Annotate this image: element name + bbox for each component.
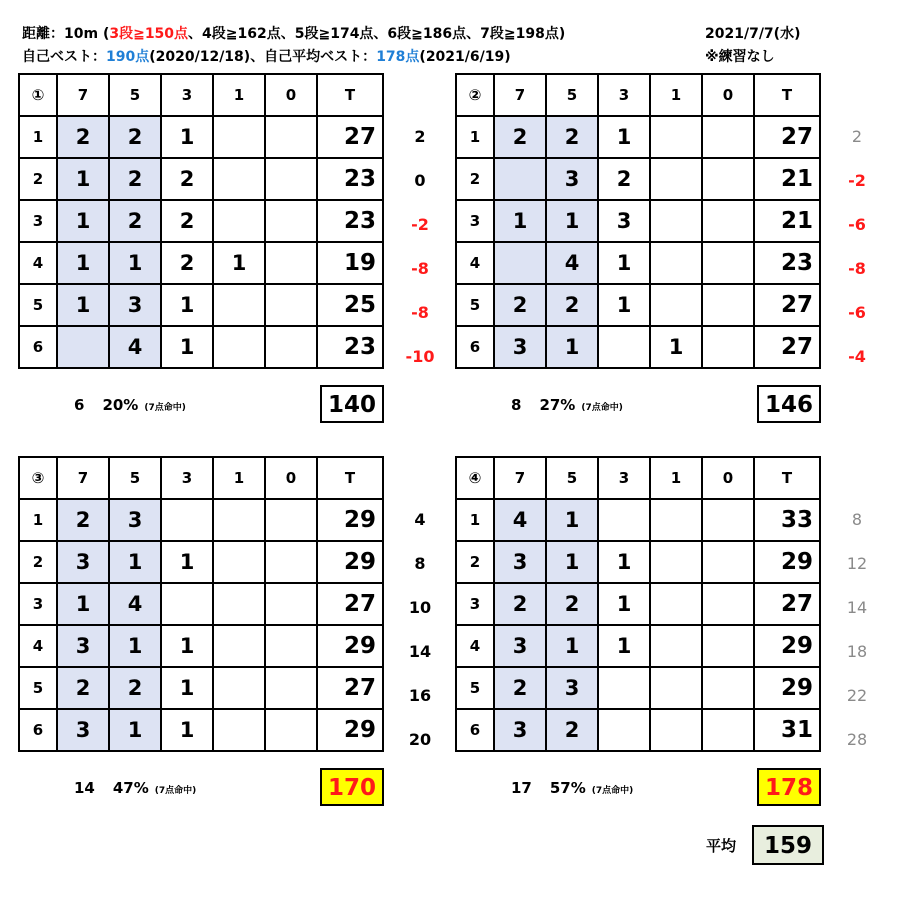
running-diff: -6 <box>848 215 866 234</box>
score-count-cell <box>213 499 265 541</box>
score-count-cell: 4 <box>494 499 546 541</box>
end-row <box>456 116 820 158</box>
score-count-cell <box>265 116 317 158</box>
running-diff: 8 <box>414 554 426 573</box>
score-count-cell: 4 <box>546 242 598 284</box>
end-number: 4 <box>19 242 57 284</box>
end-number: 5 <box>456 667 494 709</box>
end-total-cell: 29 <box>317 541 383 583</box>
round-total: 146 <box>757 385 821 423</box>
round-summary <box>511 396 623 414</box>
scorecard-round-1 <box>18 73 384 369</box>
score-count-cell <box>650 242 702 284</box>
hit-note: (7点命中) <box>144 403 186 413</box>
round-summary <box>74 779 196 797</box>
score-count-cell <box>265 200 317 242</box>
score-count-cell <box>265 284 317 326</box>
column-header: 0 <box>265 457 317 499</box>
score-count-cell <box>213 158 265 200</box>
end-number: 2 <box>456 158 494 200</box>
end-total-cell: 31 <box>754 709 820 751</box>
column-header: 7 <box>494 457 546 499</box>
score-count-cell <box>161 499 213 541</box>
score-count-cell: 1 <box>598 116 650 158</box>
score-count-cell: 1 <box>161 326 213 368</box>
round-number: ② <box>456 74 494 116</box>
score-count-cell <box>213 284 265 326</box>
end-total-cell: 27 <box>317 116 383 158</box>
score-count-cell: 1 <box>57 583 109 625</box>
column-header: 5 <box>546 74 598 116</box>
end-row <box>456 625 820 667</box>
end-row <box>19 625 383 667</box>
score-count-cell <box>702 200 754 242</box>
score-count-cell <box>213 709 265 751</box>
score-count-cell <box>702 541 754 583</box>
hit-percentage: 20% <box>102 396 139 414</box>
end-row <box>456 667 820 709</box>
running-diff: 0 <box>414 171 426 190</box>
score-count-cell <box>702 625 754 667</box>
running-diff: -8 <box>411 259 429 278</box>
end-number: 6 <box>456 326 494 368</box>
end-total-cell: 27 <box>317 583 383 625</box>
end-total-cell: 21 <box>754 158 820 200</box>
end-total-cell: 29 <box>754 541 820 583</box>
end-number: 4 <box>456 625 494 667</box>
score-count-cell: 2 <box>109 200 161 242</box>
column-header: 3 <box>161 74 213 116</box>
score-count-cell: 3 <box>57 541 109 583</box>
score-count-cell: 3 <box>494 625 546 667</box>
round-number: ③ <box>19 457 57 499</box>
score-count-cell: 2 <box>546 284 598 326</box>
score-count-cell: 1 <box>161 284 213 326</box>
score-count-cell: 1 <box>57 200 109 242</box>
score-count-cell: 1 <box>598 541 650 583</box>
score-count-cell <box>598 326 650 368</box>
scorecard-round-2 <box>455 73 821 369</box>
score-count-cell <box>213 583 265 625</box>
end-number: 1 <box>19 499 57 541</box>
score-count-cell <box>702 326 754 368</box>
end-total-cell: 23 <box>317 200 383 242</box>
score-count-cell: 3 <box>109 284 161 326</box>
score-count-cell <box>650 499 702 541</box>
score-count-cell <box>702 709 754 751</box>
end-total-cell: 29 <box>317 499 383 541</box>
end-total-cell: 27 <box>317 667 383 709</box>
score-count-cell: 1 <box>161 709 213 751</box>
hit-count: 14 <box>74 779 95 797</box>
end-row <box>456 709 820 751</box>
column-header: 3 <box>161 457 213 499</box>
score-count-cell: 1 <box>161 667 213 709</box>
score-count-cell: 2 <box>598 158 650 200</box>
score-count-cell: 2 <box>109 667 161 709</box>
end-number: 3 <box>19 583 57 625</box>
end-total-cell: 27 <box>754 583 820 625</box>
end-row <box>456 326 820 368</box>
running-diff: 10 <box>408 598 432 617</box>
running-diff: 14 <box>408 642 432 661</box>
end-row <box>456 541 820 583</box>
score-count-cell <box>702 667 754 709</box>
score-count-cell: 1 <box>598 242 650 284</box>
score-count-cell: 2 <box>109 158 161 200</box>
column-header: 1 <box>650 74 702 116</box>
hit-percentage: 27% <box>539 396 576 414</box>
hit-count: 6 <box>74 396 85 414</box>
end-number: 1 <box>456 116 494 158</box>
end-row <box>19 709 383 751</box>
end-row <box>19 326 383 368</box>
column-header: 0 <box>702 457 754 499</box>
column-header: 5 <box>109 457 161 499</box>
score-count-cell: 1 <box>494 200 546 242</box>
column-header: 7 <box>57 74 109 116</box>
running-diff: -2 <box>411 215 429 234</box>
round-number: ④ <box>456 457 494 499</box>
score-count-cell <box>213 625 265 667</box>
column-header: 1 <box>650 457 702 499</box>
running-diff: -8 <box>411 303 429 322</box>
score-count-cell <box>213 326 265 368</box>
end-number: 4 <box>456 242 494 284</box>
running-diff: -2 <box>848 171 866 190</box>
end-row <box>19 200 383 242</box>
average-label: 平均 <box>706 837 737 855</box>
score-count-cell <box>598 667 650 709</box>
score-count-cell: 4 <box>109 326 161 368</box>
round-total: 170 <box>320 768 384 806</box>
score-count-cell <box>702 242 754 284</box>
round-total: 178 <box>757 768 821 806</box>
score-count-cell <box>265 499 317 541</box>
running-diff: -4 <box>848 347 866 366</box>
column-header: 3 <box>598 74 650 116</box>
score-count-cell: 3 <box>494 709 546 751</box>
score-count-cell <box>265 709 317 751</box>
end-total-cell: 27 <box>754 116 820 158</box>
score-count-cell <box>213 667 265 709</box>
column-header: T <box>754 74 820 116</box>
score-count-cell <box>650 200 702 242</box>
score-count-cell: 2 <box>494 284 546 326</box>
score-count-cell <box>265 541 317 583</box>
running-diff: 16 <box>408 686 432 705</box>
note-label: ※練習なし <box>705 49 775 65</box>
score-count-cell: 1 <box>546 625 598 667</box>
score-count-cell <box>494 242 546 284</box>
end-row <box>19 158 383 200</box>
running-diff: -6 <box>848 303 866 322</box>
score-count-cell: 1 <box>109 625 161 667</box>
end-row <box>456 583 820 625</box>
end-number: 6 <box>456 709 494 751</box>
score-count-cell: 1 <box>598 284 650 326</box>
running-diff: 12 <box>846 554 868 573</box>
score-count-cell <box>650 158 702 200</box>
running-diff: 2 <box>851 127 863 146</box>
score-count-cell: 1 <box>546 541 598 583</box>
end-total-cell: 25 <box>317 284 383 326</box>
score-count-cell <box>213 541 265 583</box>
end-total-cell: 19 <box>317 242 383 284</box>
end-number: 3 <box>19 200 57 242</box>
end-row <box>456 200 820 242</box>
score-count-cell: 3 <box>494 326 546 368</box>
column-header: 3 <box>598 457 650 499</box>
score-count-cell: 2 <box>494 667 546 709</box>
score-count-cell: 1 <box>546 200 598 242</box>
round-total: 140 <box>320 385 384 423</box>
score-count-cell <box>702 116 754 158</box>
hit-percentage: 47% <box>112 779 149 797</box>
score-count-cell <box>598 499 650 541</box>
personal-best-line: 自己ベスト：190点(2020/12/18)、自己平均ベスト：178点(2021/6/19) <box>22 49 511 65</box>
running-diff: 18 <box>846 642 868 661</box>
column-header: 7 <box>494 74 546 116</box>
scorecard-round-3 <box>18 456 384 752</box>
end-total-cell: 23 <box>754 242 820 284</box>
end-number: 3 <box>456 583 494 625</box>
score-count-cell: 2 <box>57 499 109 541</box>
end-total-cell: 23 <box>317 158 383 200</box>
end-number: 6 <box>19 326 57 368</box>
score-count-cell: 1 <box>109 541 161 583</box>
distance-line: 距離：10m (3段≧150点、4段≧162点、5段≧174点、6段≧186点、7段≧198点) <box>22 26 566 42</box>
score-count-cell <box>57 326 109 368</box>
end-total-cell: 27 <box>754 284 820 326</box>
score-count-cell <box>265 583 317 625</box>
score-count-cell <box>265 326 317 368</box>
end-number: 1 <box>456 499 494 541</box>
score-count-cell: 3 <box>494 541 546 583</box>
column-header: T <box>317 74 383 116</box>
end-row <box>456 242 820 284</box>
running-diff: 22 <box>846 686 868 705</box>
score-count-cell: 1 <box>213 242 265 284</box>
column-header: 1 <box>213 457 265 499</box>
score-count-cell <box>650 709 702 751</box>
running-diff: 8 <box>851 510 863 529</box>
score-count-cell: 3 <box>57 625 109 667</box>
end-total-cell: 23 <box>317 326 383 368</box>
score-count-cell <box>650 625 702 667</box>
score-count-cell <box>702 284 754 326</box>
score-count-cell: 3 <box>57 709 109 751</box>
score-count-cell: 1 <box>57 242 109 284</box>
column-header: 5 <box>109 74 161 116</box>
score-count-cell: 2 <box>161 242 213 284</box>
column-header: 0 <box>702 74 754 116</box>
score-count-cell: 2 <box>494 583 546 625</box>
hit-note: (7点命中) <box>581 403 623 413</box>
score-count-cell: 2 <box>546 709 598 751</box>
end-number: 3 <box>456 200 494 242</box>
end-row <box>19 284 383 326</box>
end-row <box>19 541 383 583</box>
score-count-cell <box>265 158 317 200</box>
score-count-cell: 1 <box>109 709 161 751</box>
running-diff: 28 <box>846 730 868 749</box>
end-number: 5 <box>19 667 57 709</box>
running-diff: 20 <box>408 730 432 749</box>
score-count-cell: 3 <box>546 667 598 709</box>
score-count-cell: 2 <box>109 116 161 158</box>
end-total-cell: 33 <box>754 499 820 541</box>
round-summary <box>74 396 186 414</box>
score-count-cell <box>213 116 265 158</box>
score-count-cell <box>650 583 702 625</box>
end-number: 4 <box>19 625 57 667</box>
score-count-cell: 2 <box>546 116 598 158</box>
score-count-cell <box>265 242 317 284</box>
score-count-cell: 1 <box>109 242 161 284</box>
end-number: 5 <box>456 284 494 326</box>
column-header: T <box>317 457 383 499</box>
score-count-cell: 2 <box>57 667 109 709</box>
score-count-cell: 2 <box>546 583 598 625</box>
date-label: 2021/7/7(水) <box>705 26 801 42</box>
score-count-cell <box>650 541 702 583</box>
end-row <box>19 499 383 541</box>
score-count-cell: 3 <box>598 200 650 242</box>
score-count-cell: 1 <box>546 499 598 541</box>
hit-percentage: 57% <box>549 779 586 797</box>
score-count-cell: 1 <box>57 284 109 326</box>
end-row <box>456 284 820 326</box>
running-diff: 2 <box>414 127 426 146</box>
end-number: 2 <box>19 541 57 583</box>
score-count-cell: 1 <box>598 625 650 667</box>
column-header: 1 <box>213 74 265 116</box>
column-header: 7 <box>57 457 109 499</box>
score-count-cell: 3 <box>546 158 598 200</box>
score-count-cell <box>702 583 754 625</box>
scorecard-round-4 <box>455 456 821 752</box>
end-number: 5 <box>19 284 57 326</box>
score-count-cell <box>265 667 317 709</box>
end-total-cell: 21 <box>754 200 820 242</box>
score-count-cell <box>213 200 265 242</box>
end-number: 2 <box>19 158 57 200</box>
end-number: 6 <box>19 709 57 751</box>
score-count-cell <box>161 583 213 625</box>
end-number: 2 <box>456 541 494 583</box>
end-row <box>456 499 820 541</box>
score-count-cell: 2 <box>161 200 213 242</box>
end-total-cell: 29 <box>317 625 383 667</box>
score-count-cell: 1 <box>57 158 109 200</box>
end-row <box>19 116 383 158</box>
score-count-cell: 1 <box>161 541 213 583</box>
end-row <box>456 158 820 200</box>
running-diff: 4 <box>414 510 426 529</box>
end-total-cell: 27 <box>754 326 820 368</box>
end-row <box>19 242 383 284</box>
end-total-cell: 29 <box>754 667 820 709</box>
column-header: T <box>754 457 820 499</box>
column-header: 0 <box>265 74 317 116</box>
running-diff: 14 <box>846 598 868 617</box>
hit-note: (7点命中) <box>591 786 634 796</box>
score-count-cell <box>265 625 317 667</box>
score-count-cell: 1 <box>650 326 702 368</box>
score-count-cell <box>650 284 702 326</box>
score-count-cell: 2 <box>57 116 109 158</box>
score-count-cell <box>650 667 702 709</box>
average-box: 159 <box>752 825 824 865</box>
hit-count: 8 <box>511 396 522 414</box>
column-header: 5 <box>546 457 598 499</box>
score-count-cell: 4 <box>109 583 161 625</box>
score-count-cell <box>598 709 650 751</box>
score-count-cell <box>494 158 546 200</box>
end-number: 1 <box>19 116 57 158</box>
score-count-cell <box>702 499 754 541</box>
score-count-cell <box>650 116 702 158</box>
score-count-cell: 2 <box>494 116 546 158</box>
running-diff: -8 <box>848 259 866 278</box>
round-summary <box>511 779 633 797</box>
score-count-cell: 1 <box>161 625 213 667</box>
score-count-cell: 2 <box>161 158 213 200</box>
round-number: ① <box>19 74 57 116</box>
score-count-cell: 3 <box>109 499 161 541</box>
score-count-cell: 1 <box>598 583 650 625</box>
end-row <box>19 583 383 625</box>
end-total-cell: 29 <box>317 709 383 751</box>
end-total-cell: 29 <box>754 625 820 667</box>
score-count-cell: 1 <box>161 116 213 158</box>
running-diff: -10 <box>405 347 435 366</box>
score-count-cell: 1 <box>546 326 598 368</box>
hit-note: (7点命中) <box>154 786 197 796</box>
hit-count: 17 <box>511 779 532 797</box>
score-count-cell <box>702 158 754 200</box>
end-row <box>19 667 383 709</box>
